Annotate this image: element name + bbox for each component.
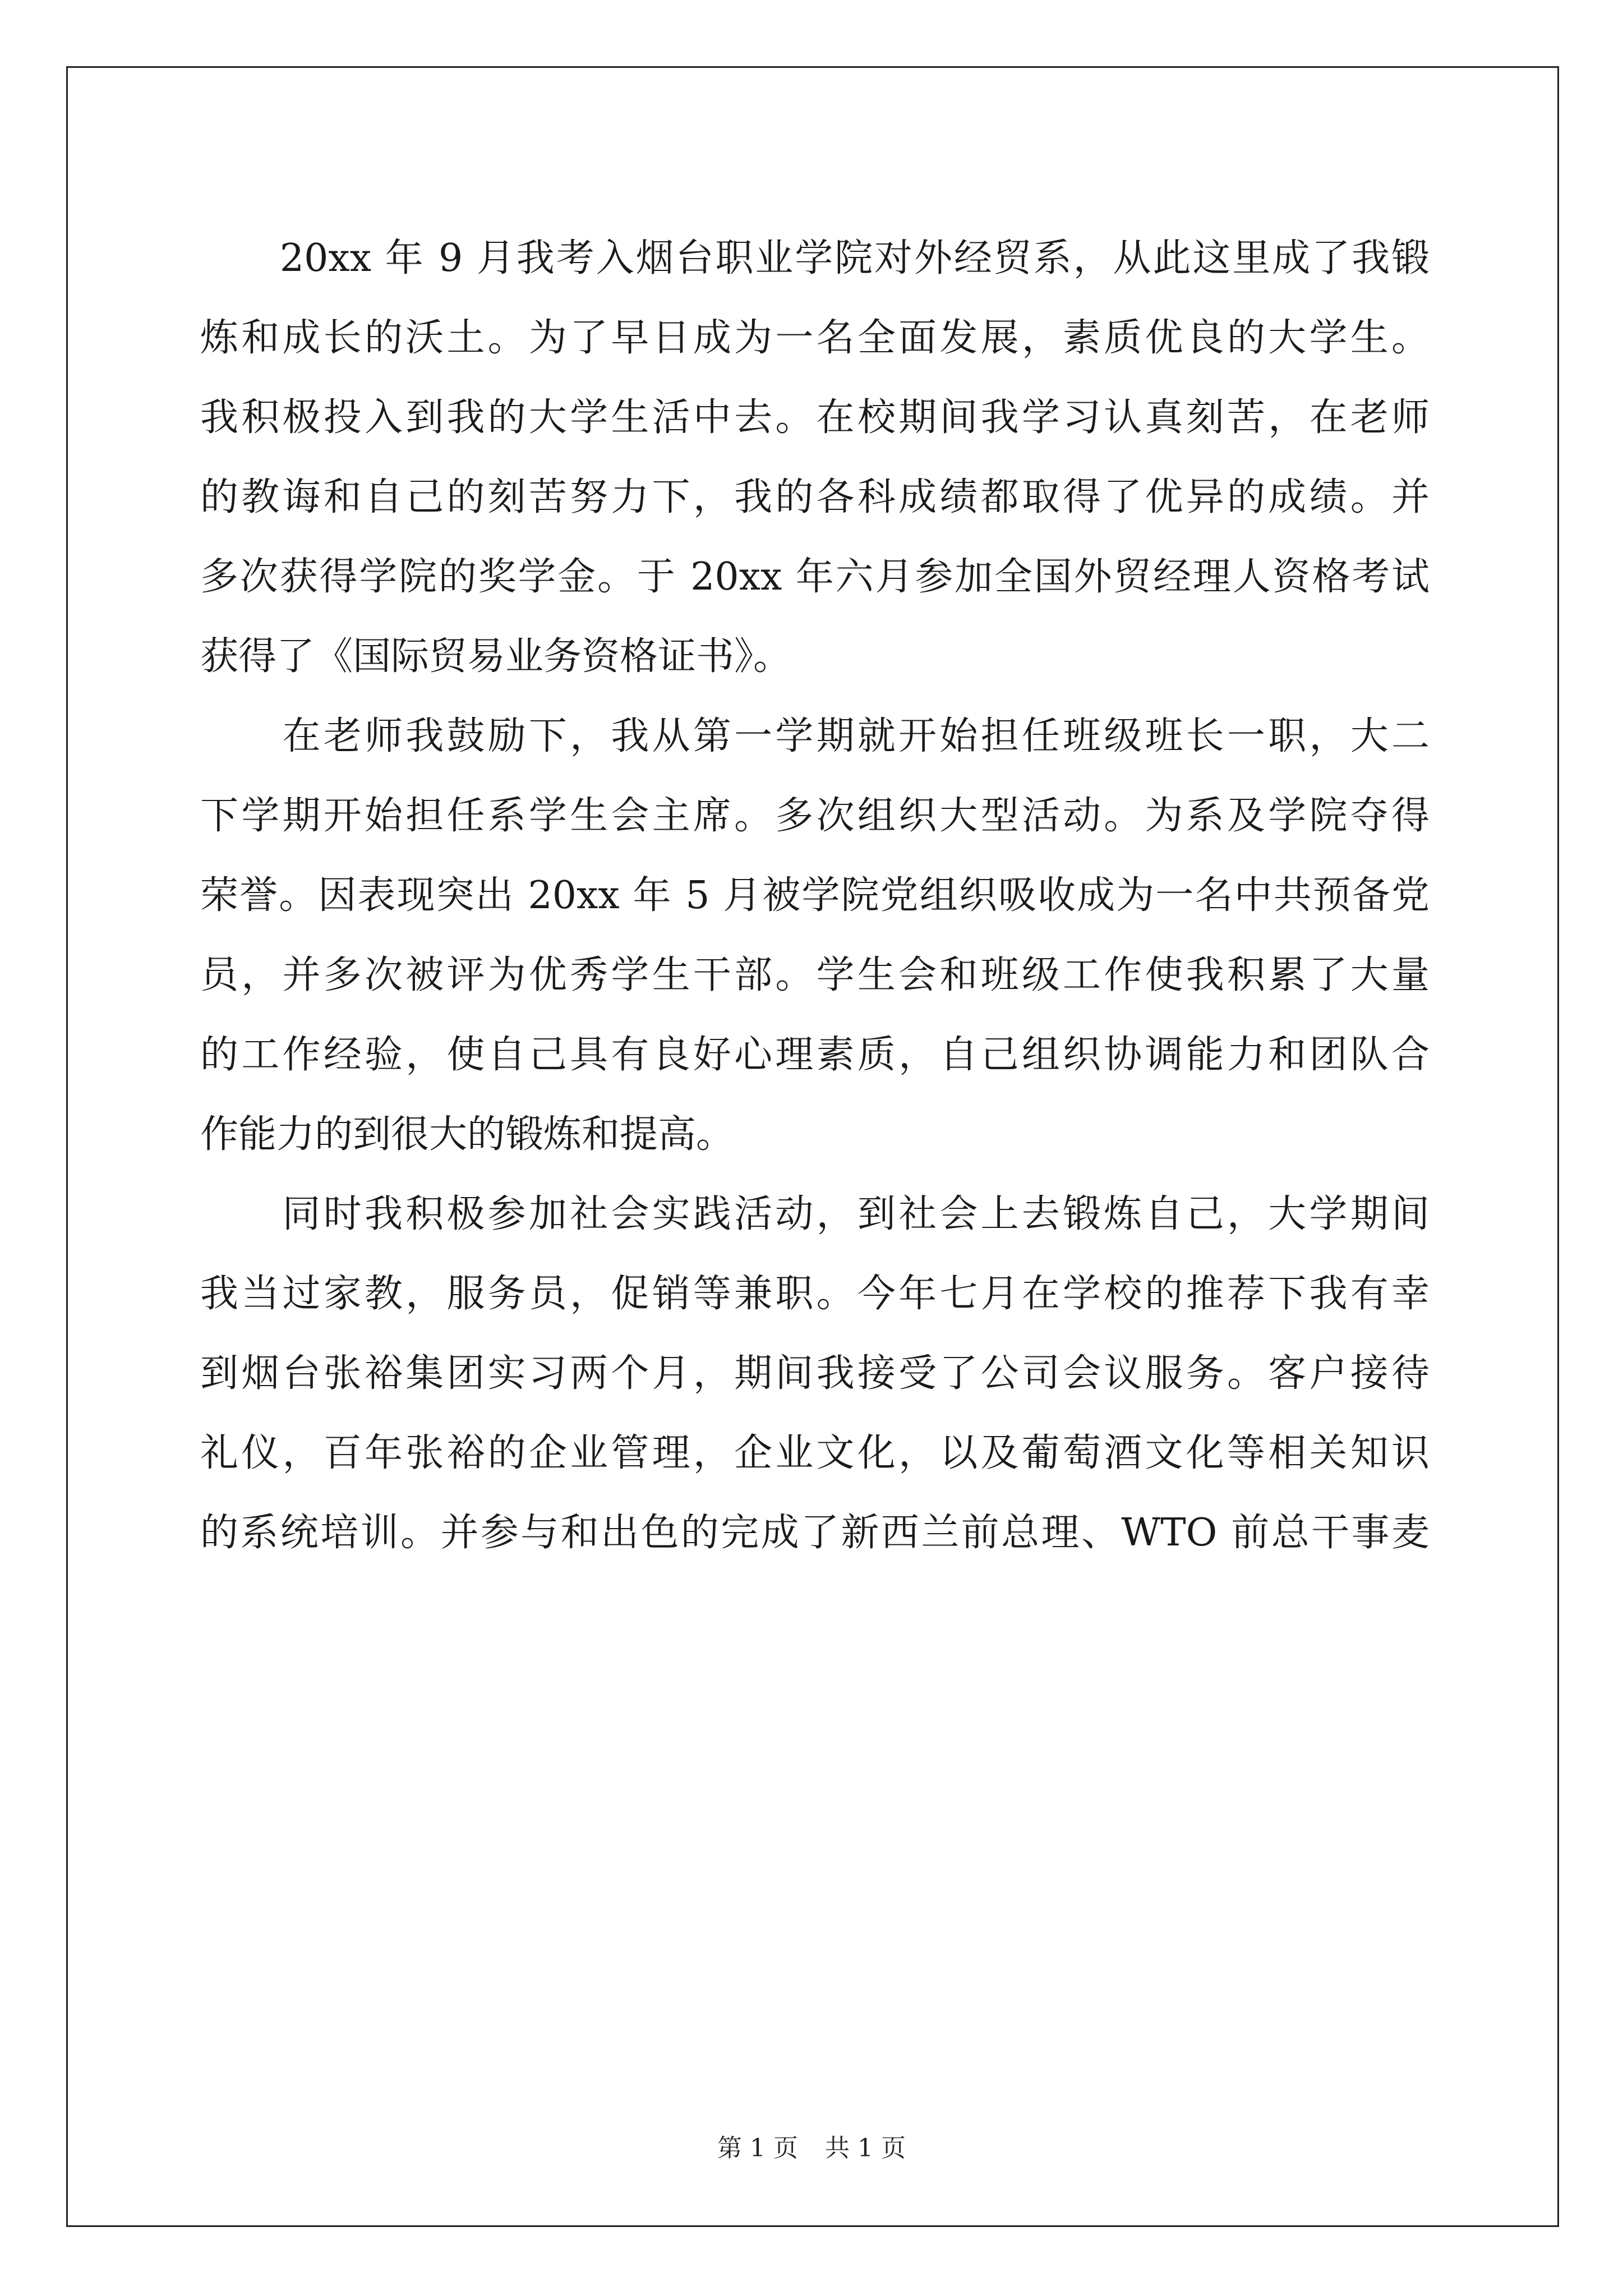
text-line: 多次获得学院的奖学金。于 20xx 年六月参加全国外贸经理人资格考试	[200, 555, 1430, 599]
text-line: 荣誉。因表现突出 20xx 年 5 月被学院党组织吸收成为一名中共预备党	[200, 873, 1430, 918]
text-line: 20xx 年 9 月我考入烟台职业学院对外经贸系，从此这里成了我锻	[200, 236, 1430, 280]
text-line: 到烟台张裕集团实习两个月，期间我接受了公司会议服务。客户接待	[200, 1351, 1430, 1396]
text-line: 员，并多次被评为优秀学生干部。学生会和班级工作使我积累了大量	[200, 953, 1430, 997]
text-line: 下学期开始担任系学生会主席。多次组织大型活动。为系及学院夺得	[200, 794, 1430, 838]
page-total: 共 1 页	[825, 2134, 906, 2162]
text-line: 礼仪，百年张裕的企业管理，企业文化，以及葡萄酒文化等相关知识	[200, 1431, 1430, 1475]
page-footer	[0, 2132, 1623, 2165]
page-number: 第 1 页	[717, 2134, 798, 2162]
text-line: 作能力的到很大的锻炼和提高。	[200, 1112, 735, 1157]
document-body	[200, 219, 1430, 1573]
text-line: 获得了《国际贸易业务资格证书》。	[200, 634, 792, 679]
text-line: 炼和成长的沃土。为了早日成为一名全面发展，素质优良的大学生。	[200, 316, 1430, 360]
text-line: 的教诲和自己的刻苦努力下，我的各科成绩都取得了优异的成绩。并	[200, 475, 1430, 519]
text-line: 我当过家教，服务员，促销等兼职。今年七月在学校的推荐下我有幸	[200, 1272, 1430, 1316]
text-line: 在老师我鼓励下，我从第一学期就开始担任班级班长一职，大二	[200, 714, 1430, 758]
text-line: 同时我积极参加社会实践活动，到社会上去锻炼自己，大学期间	[200, 1192, 1430, 1236]
text-line: 的系统培训。并参与和出色的完成了新西兰前总理、WTO 前总干事麦	[200, 1511, 1430, 1555]
text-line: 我积极投入到我的大学生活中去。在校期间我学习认真刻苦，在老师	[200, 395, 1430, 440]
text-line: 的工作经验，使自己具有良好心理素质，自己组织协调能力和团队合	[200, 1033, 1430, 1077]
